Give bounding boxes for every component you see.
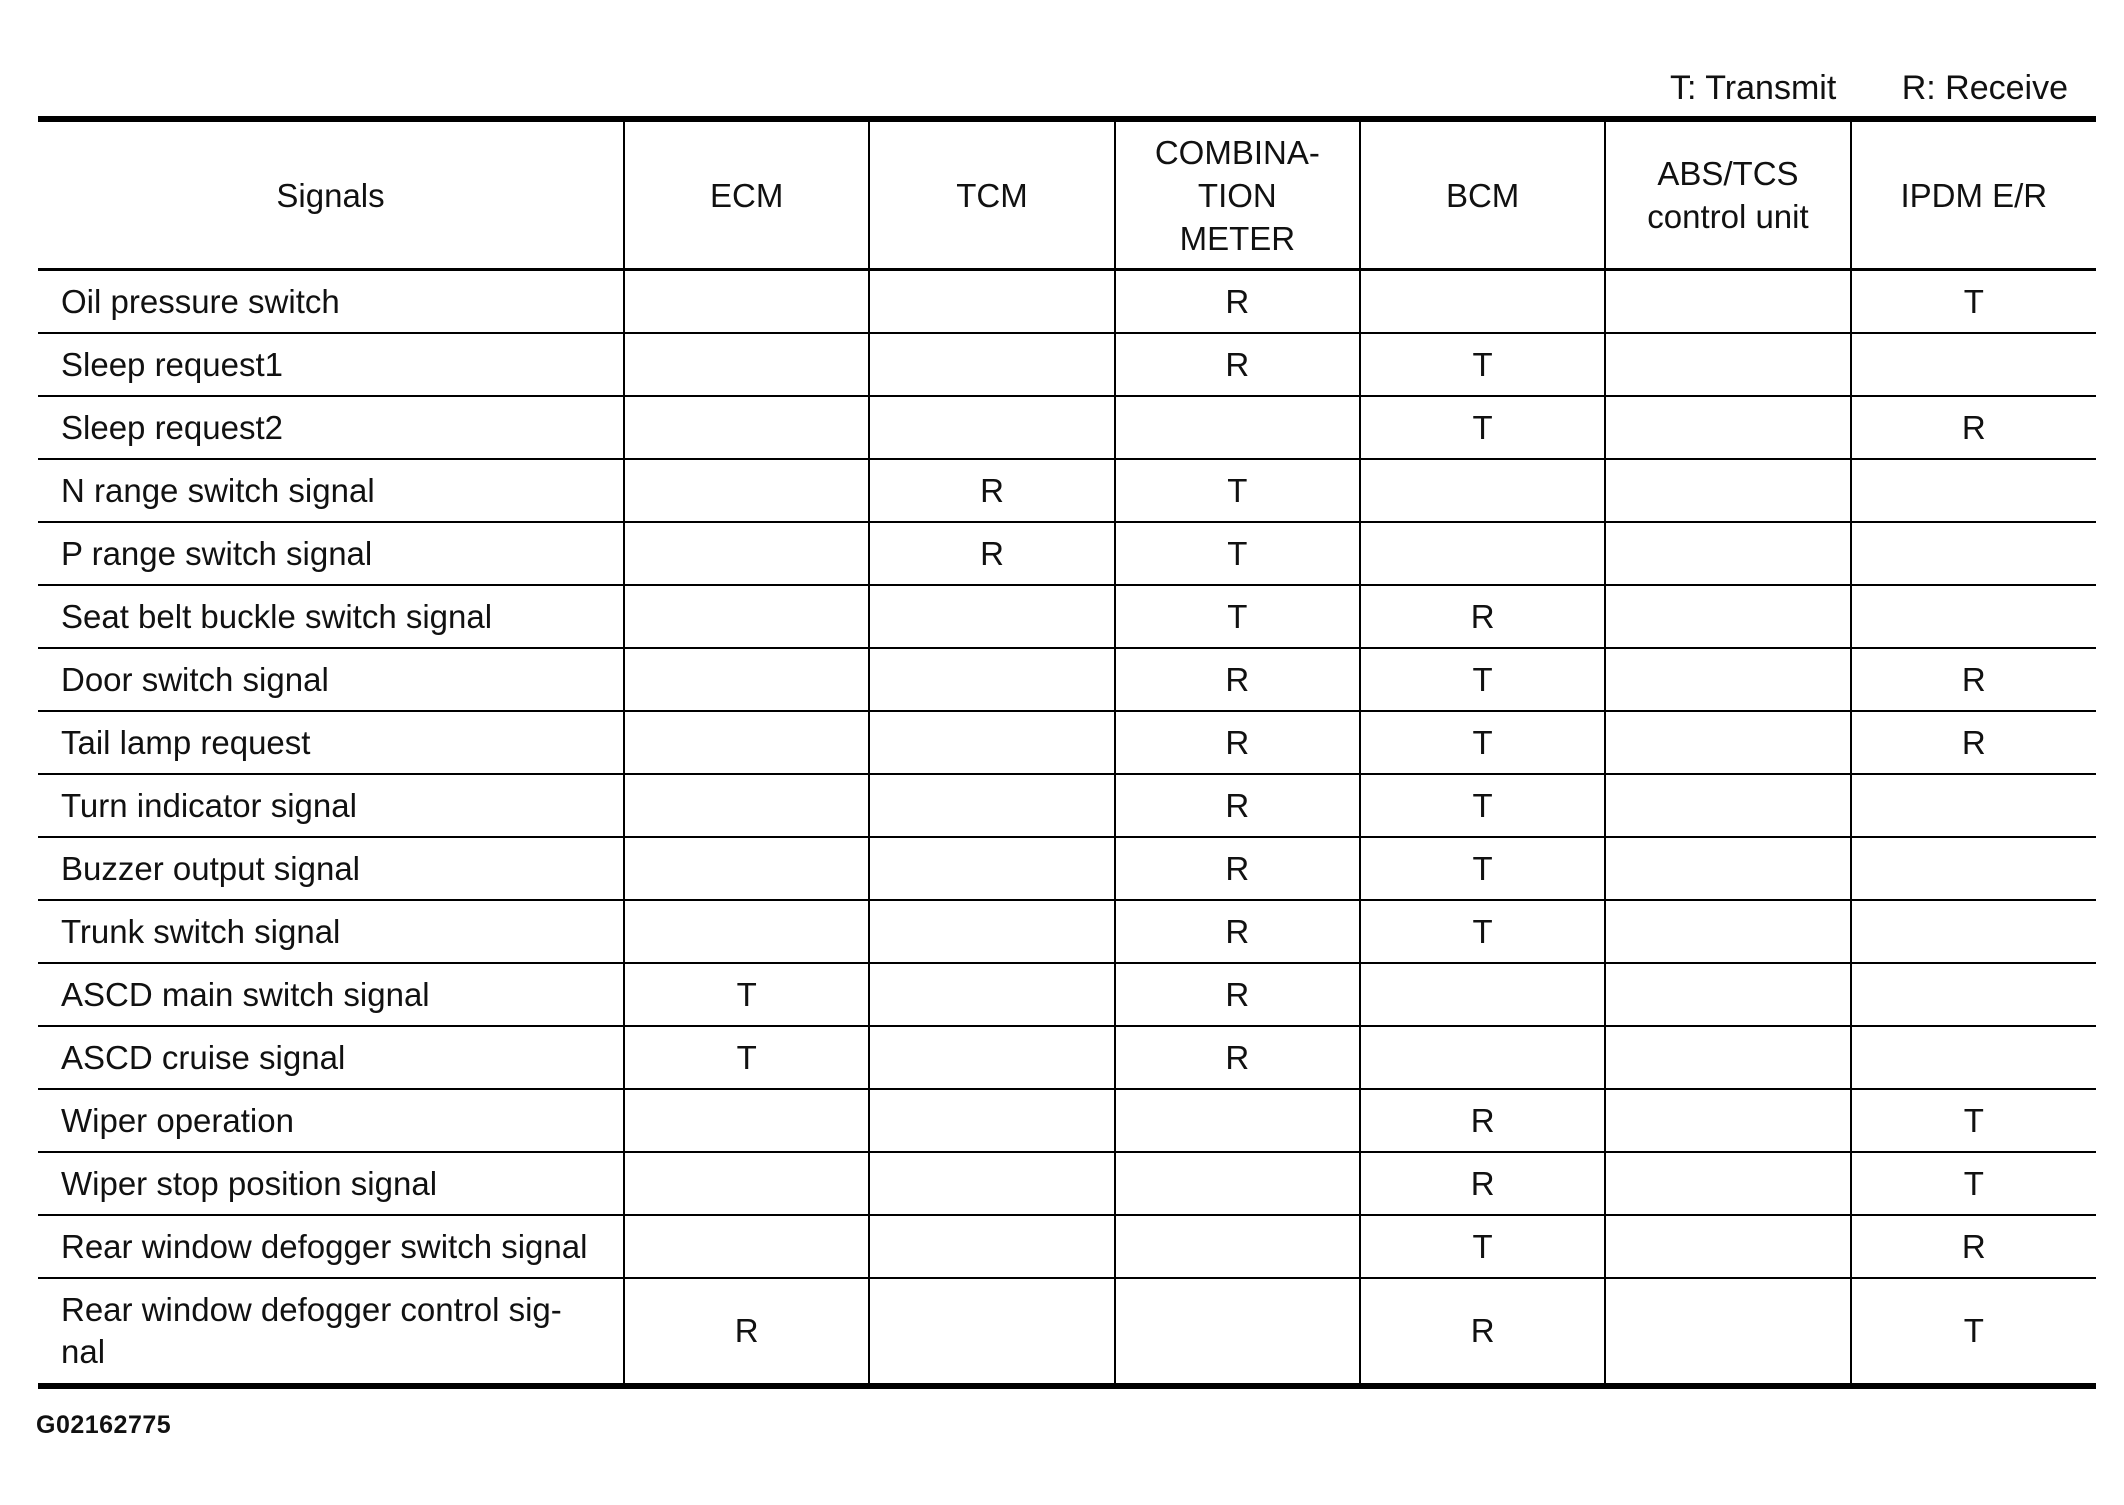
legend [1670, 68, 2068, 108]
signal-direction-cell: T [1360, 333, 1605, 396]
signal-direction-cell: R [1115, 648, 1360, 711]
signal-direction-cell [1115, 396, 1360, 459]
signal-direction-cell [869, 1152, 1114, 1215]
signal-direction-cell [624, 396, 869, 459]
signal-direction-cell [869, 333, 1114, 396]
signal-direction-cell [869, 1089, 1114, 1152]
signal-direction-cell: R [1115, 711, 1360, 774]
signal-direction-cell [624, 270, 869, 334]
signal-direction-cell: R [1115, 963, 1360, 1026]
signal-direction-cell [1360, 963, 1605, 1026]
signal-direction-cell [1605, 1152, 1850, 1215]
signal-direction-cell [624, 648, 869, 711]
signal-name-cell: Wiper stop position signal [38, 1152, 624, 1215]
signal-direction-cell: T [1360, 648, 1605, 711]
signal-direction-cell: R [1851, 648, 2096, 711]
signal-direction-cell [1605, 459, 1850, 522]
signal-direction-cell: R [869, 459, 1114, 522]
signal-table [38, 116, 2096, 1389]
signal-name-cell: Wiper operation [38, 1089, 624, 1152]
signal-direction-cell [869, 711, 1114, 774]
signal-direction-cell [1851, 837, 2096, 900]
signal-direction-cell [624, 1152, 869, 1215]
signal-direction-cell [1115, 1215, 1360, 1278]
legend-transmit: T: Transmit [1670, 69, 1837, 107]
signal-direction-cell [1605, 1089, 1850, 1152]
table-body [38, 270, 2096, 1387]
signal-direction-cell: T [1360, 900, 1605, 963]
figure-id: G02162775 [36, 1411, 172, 1439]
signal-direction-cell [869, 396, 1114, 459]
signal-direction-cell [1605, 585, 1850, 648]
table-row [38, 774, 2096, 837]
signal-direction-cell: T [1851, 1278, 2096, 1386]
table-row [38, 1089, 2096, 1152]
signal-direction-cell [1605, 1215, 1850, 1278]
signal-direction-cell [1605, 1278, 1850, 1386]
signal-direction-cell [1115, 1278, 1360, 1386]
signal-direction-cell [1851, 522, 2096, 585]
signal-direction-cell [1851, 585, 2096, 648]
header-unit: ECM [624, 119, 869, 270]
signal-direction-cell [1360, 522, 1605, 585]
signal-direction-cell [624, 900, 869, 963]
signal-name-cell: Rear window defogger control sig- nal [61, 1291, 562, 1370]
table-row [38, 459, 2096, 522]
signal-direction-cell: R [1851, 711, 2096, 774]
signal-direction-cell: T [1360, 837, 1605, 900]
signal-direction-cell [869, 774, 1114, 837]
signal-direction-cell: T [1851, 1152, 2096, 1215]
signal-name-cell: Rear window defogger switch signal [38, 1215, 624, 1278]
header-signals: Signals [38, 119, 624, 270]
signal-direction-cell: R [1360, 1278, 1605, 1386]
signal-name-cell: Tail lamp request [38, 711, 624, 774]
signal-direction-cell [1605, 837, 1850, 900]
table-row [38, 711, 2096, 774]
table-row [38, 900, 2096, 963]
signal-name-cell: ASCD cruise signal [38, 1026, 624, 1089]
signal-direction-cell [1605, 396, 1850, 459]
table-row [38, 585, 2096, 648]
signal-name-cell: ASCD main switch signal [38, 963, 624, 1026]
signal-direction-cell [1605, 270, 1850, 334]
signal-direction-cell: R [1360, 585, 1605, 648]
signal-direction-cell: R [1115, 900, 1360, 963]
table-row [38, 333, 2096, 396]
header-unit: TCM [869, 119, 1114, 270]
table-row [38, 396, 2096, 459]
signal-direction-cell [1851, 963, 2096, 1026]
signal-direction-cell: R [624, 1278, 869, 1386]
signal-direction-cell [869, 270, 1114, 334]
legend-receive: R: Receive [1901, 69, 2068, 107]
signal-name-cell: Sleep request2 [38, 396, 624, 459]
signal-name-cell: Sleep request1 [38, 333, 624, 396]
signal-direction-cell [1851, 459, 2096, 522]
signal-direction-cell [624, 522, 869, 585]
signal-direction-cell: T [1115, 585, 1360, 648]
signal-direction-cell [1851, 900, 2096, 963]
header-unit: COMBINA- TION METER [1115, 119, 1360, 270]
signal-direction-cell [1605, 522, 1850, 585]
header-unit: IPDM E/R [1851, 119, 2096, 270]
signal-direction-cell [869, 1278, 1114, 1386]
signal-name-cell: Oil pressure switch [38, 270, 624, 334]
signal-direction-cell [624, 774, 869, 837]
signal-name-cell: Seat belt buckle switch signal [38, 585, 624, 648]
signal-direction-cell: T [1115, 459, 1360, 522]
signal-direction-cell: R [1360, 1152, 1605, 1215]
signal-direction-cell [624, 1089, 869, 1152]
signal-name-cell: P range switch signal [38, 522, 624, 585]
signal-direction-cell: R [1851, 396, 2096, 459]
signal-direction-cell: T [624, 1026, 869, 1089]
signal-direction-cell [1851, 1026, 2096, 1089]
signal-direction-cell: T [1851, 1089, 2096, 1152]
signal-direction-cell: R [1115, 1026, 1360, 1089]
signal-direction-cell [624, 585, 869, 648]
signal-direction-cell [869, 837, 1114, 900]
signal-direction-cell [869, 648, 1114, 711]
signal-direction-cell: T [1360, 711, 1605, 774]
signal-direction-cell [624, 459, 869, 522]
signal-direction-cell [869, 900, 1114, 963]
signal-direction-cell [1605, 774, 1850, 837]
signal-direction-cell [1605, 648, 1850, 711]
signal-direction-cell [1605, 1026, 1850, 1089]
signal-direction-cell [869, 1026, 1114, 1089]
signal-direction-cell [1115, 1089, 1360, 1152]
table-row [38, 1152, 2096, 1215]
signal-direction-cell [869, 1215, 1114, 1278]
table-row [38, 1026, 2096, 1089]
header-row [38, 119, 2096, 270]
table-row [38, 522, 2096, 585]
signal-direction-cell [1605, 900, 1850, 963]
signal-direction-cell: R [1115, 333, 1360, 396]
signal-direction-cell [624, 711, 869, 774]
signal-direction-cell: R [1851, 1215, 2096, 1278]
signal-direction-cell [1851, 333, 2096, 396]
signal-direction-cell [1360, 1026, 1605, 1089]
signal-direction-cell: R [1360, 1089, 1605, 1152]
signal-direction-cell [624, 1215, 869, 1278]
signal-direction-cell: R [1115, 774, 1360, 837]
signal-direction-cell [869, 585, 1114, 648]
table-row [38, 837, 2096, 900]
table-row [38, 963, 2096, 1026]
signal-direction-cell: T [1115, 522, 1360, 585]
table-row [38, 270, 2096, 334]
signal-direction-cell [624, 837, 869, 900]
table-row [38, 1278, 2096, 1386]
signal-direction-cell: T [1851, 270, 2096, 334]
header-unit: ABS/TCS control unit [1605, 119, 1850, 270]
signal-direction-cell: R [1115, 270, 1360, 334]
signal-direction-cell: T [1360, 774, 1605, 837]
signal-direction-cell [1605, 333, 1850, 396]
signal-direction-cell: T [1360, 1215, 1605, 1278]
header-unit: BCM [1360, 119, 1605, 270]
signal-name-cell: Turn indicator signal [38, 774, 624, 837]
signal-direction-cell: R [1115, 837, 1360, 900]
signal-direction-cell [869, 963, 1114, 1026]
signal-direction-cell [1605, 711, 1850, 774]
signal-direction-cell: R [869, 522, 1114, 585]
signal-direction-cell [624, 333, 869, 396]
signal-direction-cell [1851, 774, 2096, 837]
signal-direction-cell [1605, 963, 1850, 1026]
table-row [38, 648, 2096, 711]
signal-direction-cell: T [1360, 396, 1605, 459]
table-row [38, 1215, 2096, 1278]
signal-direction-cell [1115, 1152, 1360, 1215]
signal-direction-cell: T [624, 963, 869, 1026]
signal-name-cell: Trunk switch signal [38, 900, 624, 963]
signal-direction-cell [1360, 270, 1605, 334]
signal-name-cell: Buzzer output signal [38, 837, 624, 900]
signal-name-cell: Door switch signal [38, 648, 624, 711]
signal-direction-cell [1360, 459, 1605, 522]
signal-name-cell: N range switch signal [38, 459, 624, 522]
